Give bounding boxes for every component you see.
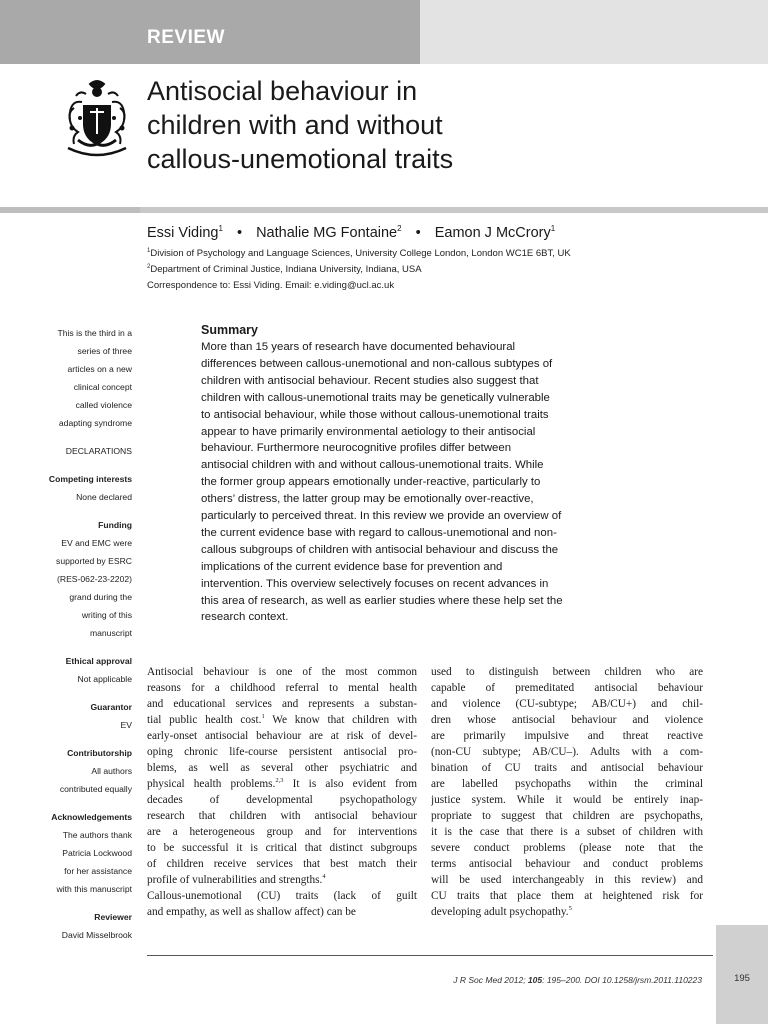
contributorship-text: All authors bbox=[91, 766, 132, 776]
body-text: used to distinguish between children who are bbox=[431, 666, 703, 678]
body-text-line bbox=[431, 872, 703, 888]
citation-footer bbox=[360, 975, 702, 985]
body-text-line bbox=[147, 840, 417, 856]
body-text: and empathy, as well as shallow affect) can be bbox=[147, 906, 356, 918]
summary-line: children with callous-unemotional traits may be genetically vulnerable bbox=[201, 391, 550, 404]
competing-interests-text: None declared bbox=[76, 492, 132, 502]
summary-line: behaviour. Furthermore neurocognitive profiles differ between bbox=[201, 442, 512, 455]
body-column-left bbox=[147, 664, 417, 920]
body-text: research that children with antisocial behaviour bbox=[147, 810, 417, 822]
body-text: and educational services and represents a substan- bbox=[147, 698, 417, 710]
body-text: justice system. While it would be entirely inap- bbox=[431, 794, 703, 806]
funding-heading: Funding bbox=[98, 520, 132, 530]
body-text: It is also evident from bbox=[283, 778, 417, 790]
footer-rule bbox=[147, 955, 713, 956]
body-text: and violence (CU-subtype; AB/CU+) and chil- bbox=[431, 698, 703, 710]
body-text-line bbox=[147, 888, 417, 904]
summary-line: callous subgroups of children with antisocial behaviour and discuss the bbox=[201, 543, 559, 556]
body-text-line bbox=[147, 760, 417, 776]
body-text: are a heterogeneous group and for interventions bbox=[147, 826, 417, 838]
body-text-line bbox=[147, 696, 417, 712]
body-text-line bbox=[431, 824, 703, 840]
reference-marker: 1 bbox=[261, 713, 265, 721]
body-text-line bbox=[431, 792, 703, 808]
body-text-line bbox=[147, 856, 417, 872]
body-text: propriate to suggest that children are psychopaths, bbox=[431, 810, 703, 822]
declarations-heading: DECLARATIONS bbox=[65, 446, 132, 456]
article-title bbox=[147, 74, 687, 176]
body-text: reasons for a childhood referral to mental health bbox=[147, 682, 417, 694]
body-text: to be successful it is critical that distinct subgroups bbox=[147, 842, 417, 854]
summary-line: this area of research, as well as earlier studies where these help set the bbox=[201, 594, 563, 607]
sidebar-intro-line: articles on a new bbox=[67, 364, 132, 374]
body-text: developing adult psychopathy. bbox=[431, 906, 569, 918]
guarantor-heading: Guarantor bbox=[90, 702, 132, 712]
citation-volume: 105 bbox=[527, 975, 543, 985]
competing-interests-heading: Competing interests bbox=[48, 474, 132, 484]
title-line: callous-unemotional traits bbox=[147, 144, 454, 174]
contributorship-heading: Contributorship bbox=[67, 748, 132, 758]
body-text: will be used interchangeably in this review) and bbox=[431, 874, 703, 886]
summary-line: intervention. This overview selectively focuses on recent advances in bbox=[201, 577, 549, 590]
body-text: are labelled psychopaths within the criminal bbox=[431, 778, 703, 790]
author-affiliation-mark: 2 bbox=[397, 224, 402, 233]
body-text-line bbox=[147, 776, 417, 792]
body-text-line bbox=[431, 728, 703, 744]
affiliation bbox=[147, 248, 571, 259]
body-text-line bbox=[431, 696, 703, 712]
reference-marker: 5 bbox=[568, 905, 572, 913]
funding-text: manuscript bbox=[89, 628, 132, 638]
title-divider-accent bbox=[0, 207, 140, 213]
sidebar-intro-line: clinical concept bbox=[73, 382, 132, 392]
summary-line: to antisocial behaviour, while those without callous-unemotional traits bbox=[201, 408, 549, 421]
summary-line: antisocial children with and without callous-unemotional traits. While bbox=[201, 459, 544, 472]
citation-pages-doi: : 195–200. DOI 10.1258/jrsm.2011.110223 bbox=[542, 975, 702, 985]
acknowledgements-text: for her assistance bbox=[64, 866, 132, 876]
body-text-line bbox=[431, 664, 703, 680]
body-text-line bbox=[431, 680, 703, 696]
page-number: 195 bbox=[734, 973, 750, 984]
body-text-line bbox=[147, 792, 417, 808]
body-text: CU traits that place them at heightened risk for bbox=[431, 890, 703, 902]
body-text: are primarily impulsive and threat reactive bbox=[431, 730, 703, 742]
sidebar-intro-line: This is the third in a bbox=[57, 328, 132, 338]
author-affiliation-mark: 1 bbox=[550, 224, 556, 233]
body-text: capable of premeditated antisocial behaviour bbox=[431, 682, 703, 694]
author-affiliation-mark: 1 bbox=[218, 224, 223, 233]
summary-line: differences between callous-unemotional and non-callous subtypes of bbox=[201, 357, 553, 370]
summary-line: others’ distress, the latter group may be emotionally over-reactive, bbox=[201, 493, 534, 506]
author-separator: • bbox=[415, 224, 421, 241]
summary-line: implications of the current evidence base for prevention and bbox=[201, 560, 503, 573]
body-text-line bbox=[147, 872, 417, 888]
author-list bbox=[147, 224, 555, 241]
body-text: dren whose antisocial behaviour and violence bbox=[431, 714, 703, 726]
author-name: Essi Viding bbox=[147, 224, 219, 241]
author-name: Nathalie MG Fontaine bbox=[256, 224, 398, 241]
body-text-line bbox=[431, 776, 703, 792]
body-text: profile of vulnerabilities and strengths. bbox=[147, 874, 323, 886]
summary-line: children with antisocial behaviour. Recent studies also suggest that bbox=[201, 374, 539, 387]
body-text: oping chronic life-course persistent antisocial pro- bbox=[147, 746, 417, 758]
section-label: REVIEW bbox=[147, 27, 225, 48]
correspondence: Correspondence to: Essi Viding. Email: e.viding@ucl.ac.uk bbox=[147, 280, 395, 291]
header-band-light bbox=[420, 0, 768, 64]
body-text-line bbox=[431, 808, 703, 824]
funding-text: supported by ESRC bbox=[56, 556, 132, 566]
affiliation-text: Division of Psychology and Language Sciences, University College London, London WC1E 6BT, UK bbox=[150, 248, 571, 260]
guarantor-text: EV bbox=[120, 720, 132, 730]
body-text-line bbox=[431, 856, 703, 872]
body-text: (non-CU subtype; AB/CU–). Adults with a com- bbox=[431, 746, 703, 758]
funding-text: (RES-062-23-2202) bbox=[57, 574, 132, 584]
summary-line: particularly to perceived threat. In this review we provide an overview of bbox=[201, 510, 562, 522]
body-text: early-onset antisocial behaviour are at risk of devel- bbox=[147, 730, 417, 742]
body-text: it is the case that there is a subset of children with bbox=[431, 826, 703, 838]
sidebar-intro-line: called violence bbox=[75, 400, 132, 410]
funding-text: grand during the bbox=[69, 592, 132, 602]
body-text: physical health problems. bbox=[147, 778, 276, 790]
funding-text: writing of this bbox=[81, 610, 132, 620]
affiliation-mark: 2 bbox=[147, 264, 151, 270]
author-name: Eamon J McCrory bbox=[434, 224, 551, 241]
body-text: of children receive services that best match their bbox=[147, 858, 417, 870]
body-text-line bbox=[147, 728, 417, 744]
body-text-line bbox=[147, 712, 417, 728]
acknowledgements-heading: Acknowledgements bbox=[51, 812, 132, 822]
body-text-line bbox=[431, 744, 703, 760]
citation-journal: J R Soc Med 2012; bbox=[453, 975, 528, 985]
contributorship-text: contributed equally bbox=[59, 784, 132, 794]
funding-text: EV and EMC were bbox=[61, 538, 132, 548]
body-text-line bbox=[431, 760, 703, 776]
affiliation-mark: 1 bbox=[147, 248, 151, 254]
author-separator: • bbox=[236, 224, 243, 241]
reviewer-text: David Misselbrook bbox=[61, 930, 132, 940]
summary-line: appear to have primarily environmental aetiology to their antisocial bbox=[201, 425, 536, 438]
title-line: children with and without bbox=[147, 110, 443, 140]
body-text: severe conduct problems (please note that the bbox=[431, 842, 703, 854]
affiliation bbox=[147, 264, 422, 275]
ethical-approval-heading: Ethical approval bbox=[65, 656, 132, 666]
body-text-line bbox=[147, 808, 417, 824]
body-text-line bbox=[147, 904, 417, 920]
body-text: blems, as well as several other psychiatric and bbox=[147, 762, 417, 774]
affiliation-text: Department of Criminal Justice, Indiana University, Indiana, USA bbox=[150, 264, 422, 276]
summary-line: the current evidence base with regard to callous-unemotional and non- bbox=[201, 526, 557, 539]
body-text: Callous-unemotional (CU) traits (lack of guilt bbox=[147, 890, 417, 902]
body-text-line bbox=[147, 680, 417, 696]
reference-marker: 2,3 bbox=[275, 777, 284, 785]
society-crest-logo bbox=[60, 78, 134, 158]
body-text-line bbox=[431, 904, 703, 920]
sidebar-intro-line: adapting syndrome bbox=[58, 418, 132, 428]
acknowledgements-text: The authors thank bbox=[62, 830, 132, 840]
body-column-right bbox=[431, 664, 703, 920]
acknowledgements-text: Patricia Lockwood bbox=[62, 848, 132, 858]
body-text: tial public health cost. bbox=[147, 714, 262, 726]
title-line: Antisocial behaviour in bbox=[147, 76, 418, 106]
body-text: bination of CU traits and antisocial behaviour bbox=[431, 762, 703, 774]
body-text: Antisocial behaviour is one of the most common bbox=[147, 666, 417, 678]
body-text: terms antisocial behaviour and conduct problems bbox=[431, 858, 703, 870]
body-text-line bbox=[147, 744, 417, 760]
body-text-line bbox=[431, 840, 703, 856]
declarations-sidebar bbox=[0, 324, 132, 944]
body-text-line bbox=[431, 888, 703, 904]
reviewer-heading: Reviewer bbox=[94, 912, 132, 922]
body-text-line bbox=[431, 712, 703, 728]
sidebar-intro-line: series of three bbox=[77, 346, 132, 356]
summary-line: the former group appears emotionally under-reactive, particularly to bbox=[201, 476, 541, 489]
summary-heading: Summary bbox=[201, 323, 258, 337]
reference-marker: 4 bbox=[322, 873, 326, 881]
body-text: We know that children with bbox=[264, 714, 417, 726]
body-text: decades of developmental psychopathology bbox=[147, 794, 417, 806]
summary-line: research context. bbox=[201, 611, 289, 624]
acknowledgements-text: with this manuscript bbox=[56, 884, 132, 894]
ethical-approval-text: Not applicable bbox=[77, 674, 132, 684]
body-text-line bbox=[147, 664, 417, 680]
summary-line: More than 15 years of research have documented behavioural bbox=[201, 341, 516, 353]
body-text-line bbox=[147, 824, 417, 840]
